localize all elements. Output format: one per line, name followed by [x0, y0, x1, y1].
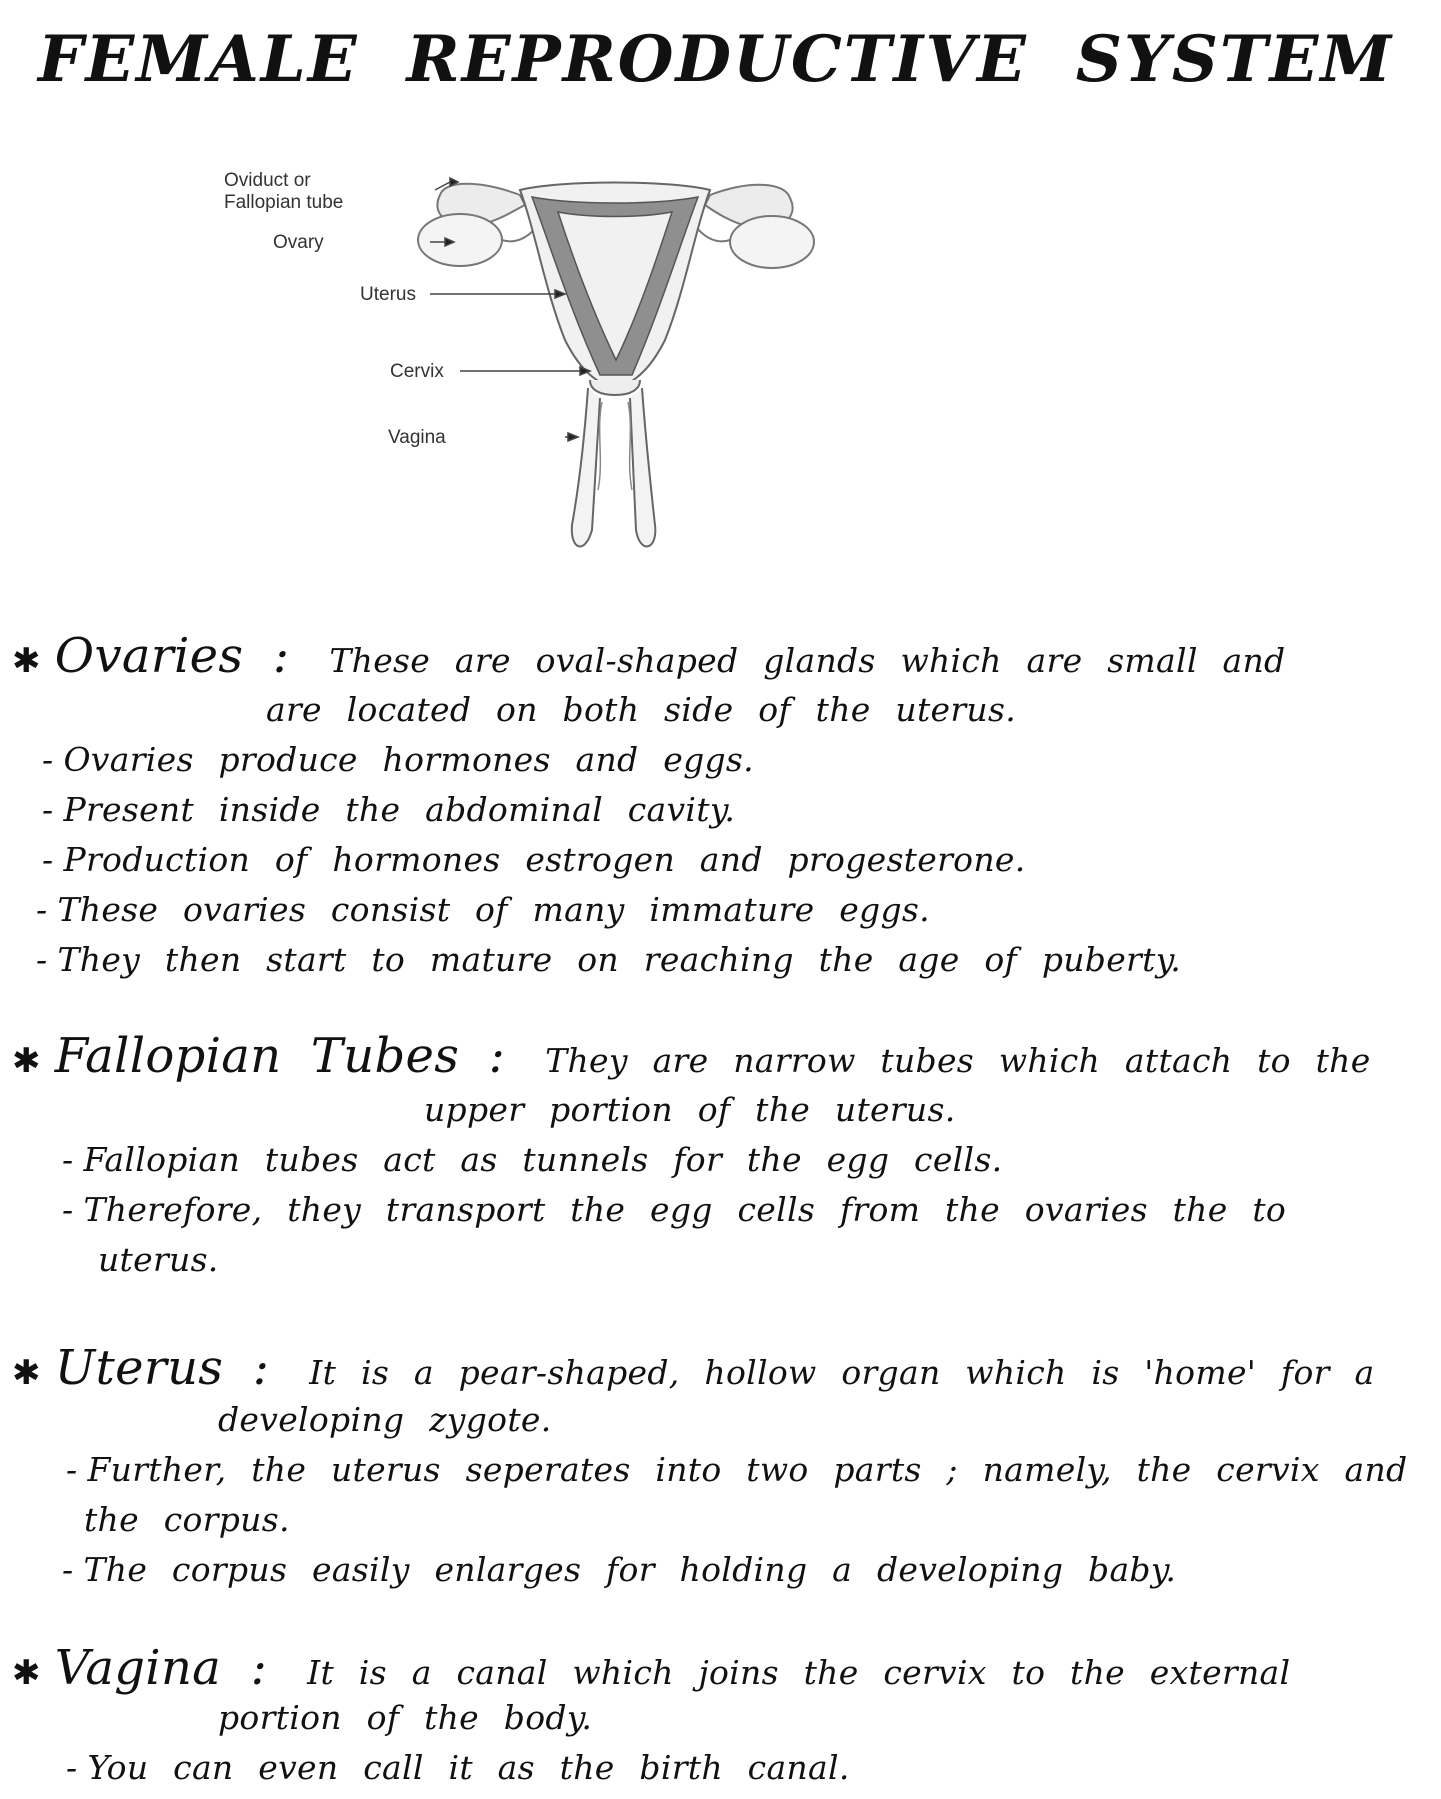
uterus-point-1: - Further, the uterus seperates into two parts ; namely, the cervix and: [66, 1450, 1408, 1489]
ovaries-point-5: - They then start to mature on reaching the age of puberty.: [36, 940, 1182, 979]
uterus-intro-1: It is a pear-shaped, hollow organ which is 'home' for a: [309, 1353, 1375, 1392]
label-ovary: Ovary: [273, 232, 324, 253]
vagina-heading-line: [12, 1640, 1290, 1696]
label-oviduct-line2: Fallopian tube: [224, 192, 344, 213]
vagina-inner-wall: [598, 402, 632, 490]
fallopian-intro-2: upper portion of the uterus.: [424, 1090, 956, 1129]
fallopian-point-1: - Fallopian tubes act as tunnels for the egg cells.: [62, 1140, 1003, 1179]
bullet-star: ✱: [12, 1041, 41, 1081]
bullet-star: ✱: [12, 1653, 41, 1693]
label-vagina: Vagina: [388, 427, 446, 448]
vagina-intro-1: It is a canal which joins the cervix to the external: [307, 1653, 1291, 1692]
title-word-1: FEMALE: [38, 22, 359, 97]
uterus-point-2: - The corpus easily enlarges for holding a developing baby.: [62, 1550, 1177, 1589]
vagina-canal: [572, 388, 656, 546]
label-oviduct-line1: Oviduct or: [224, 170, 311, 191]
page-title: [38, 22, 1441, 97]
fallopian-point-2: - Therefore, they transport the egg cells from the ovaries the to: [62, 1190, 1287, 1229]
fallopian-continuation: uterus.: [98, 1240, 219, 1279]
vagina-point-1: - You can even call it as the birth canal.: [66, 1748, 850, 1787]
ovaries-point-2: - Present inside the abdominal cavity.: [42, 790, 736, 829]
title-word-2: REPRODUCTIVE: [406, 22, 1028, 97]
cervix: [590, 380, 640, 395]
ovaries-point-3: - Production of hormones estrogen and progesterone.: [42, 840, 1026, 879]
title-word-3: SYSTEM: [1075, 22, 1394, 97]
right-ovary: [730, 216, 814, 268]
fallopian-heading-line: [12, 1028, 1371, 1084]
label-cervix: Cervix: [390, 361, 444, 382]
label-uterus: Uterus: [360, 284, 416, 305]
uterus-intro-2: developing zygote.: [218, 1400, 552, 1439]
vagina-intro-2: portion of the body.: [218, 1698, 593, 1737]
ovaries-point-4: - These ovaries consist of many immature eggs.: [36, 890, 930, 929]
uterus-heading: Uterus :: [54, 1340, 270, 1396]
bullet-star: ✱: [12, 641, 41, 681]
uterus-heading-line: [12, 1340, 1374, 1396]
ovaries-intro-2: are located on both side of the uterus.: [266, 690, 1016, 729]
vagina-heading: Vagina :: [54, 1640, 268, 1696]
uterus-continuation: the corpus.: [84, 1500, 290, 1539]
ovaries-intro-1: These are oval-shaped glands which are small and: [329, 641, 1286, 680]
ovaries-point-1: - Ovaries produce hormones and eggs.: [42, 740, 754, 779]
left-ovary: [418, 214, 502, 266]
ovaries-heading: Ovaries :: [54, 628, 290, 684]
ovaries-heading-line: [12, 628, 1285, 684]
reproductive-system-diagram: [224, 170, 960, 620]
fallopian-heading: Fallopian Tubes :: [54, 1028, 506, 1084]
fallopian-intro-1: They are narrow tubes which attach to the: [545, 1041, 1371, 1080]
bullet-star: ✱: [12, 1353, 41, 1393]
